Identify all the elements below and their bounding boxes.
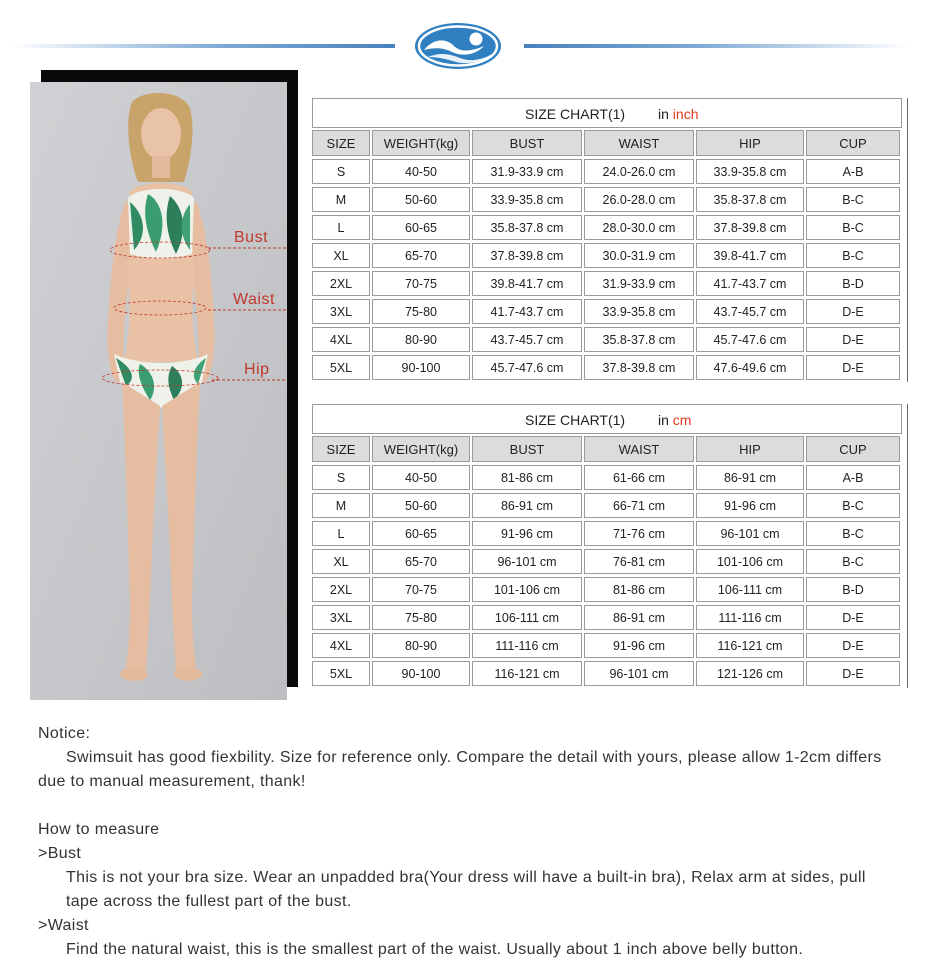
table-cell: 37.8-39.8 cm — [696, 215, 804, 240]
size-chart-cm — [312, 404, 902, 686]
table-cell: 101-106 cm — [472, 577, 582, 602]
bust-label: Bust — [234, 229, 269, 246]
table-cell: 80-90 — [372, 327, 470, 352]
table-cell: L — [312, 521, 370, 546]
table-cell: 66-71 cm — [584, 493, 694, 518]
table-cell: B-D — [806, 271, 900, 296]
table-cell: 86-91 cm — [584, 605, 694, 630]
size-table — [312, 130, 902, 380]
table-cell: D-E — [806, 355, 900, 380]
table-cell: 33.9-35.8 cm — [696, 159, 804, 184]
table-cell: 39.8-41.7 cm — [472, 271, 582, 296]
chart-unit — [658, 412, 691, 428]
table-cell: 81-86 cm — [584, 577, 694, 602]
chart-cm-rule — [907, 404, 908, 688]
column-header: CUP — [806, 436, 900, 462]
table-cell: 116-121 cm — [696, 633, 804, 658]
table-cell: L — [312, 215, 370, 240]
notice-section — [38, 722, 898, 962]
table-cell: 39.8-41.7 cm — [696, 243, 804, 268]
table-cell: 50-60 — [372, 493, 470, 518]
table-cell: B-D — [806, 577, 900, 602]
table-cell: 86-91 cm — [696, 465, 804, 490]
table-cell: 86-91 cm — [472, 493, 582, 518]
waist-instructions: Find the natural waist, this is the smallest part of the waist. Usually about 1 inch above belly button. — [66, 941, 804, 958]
table-cell: 71-76 cm — [584, 521, 694, 546]
table-cell: 35.8-37.8 cm — [696, 187, 804, 212]
table-cell: 31.9-33.9 cm — [584, 271, 694, 296]
table-cell: M — [312, 187, 370, 212]
table-cell: M — [312, 493, 370, 518]
chart-title: SIZE CHART(1) — [525, 412, 626, 428]
table-cell: 3XL — [312, 299, 370, 324]
table-cell: 31.9-33.9 cm — [472, 159, 582, 184]
notice-body: Swimsuit has good fiexbility. Size for reference only. Compare the detail with yours, please allow 1-2cm differs due to manual measurement, thank! — [38, 749, 882, 790]
table-cell: 81-86 cm — [472, 465, 582, 490]
table-cell: 24.0-26.0 cm — [584, 159, 694, 184]
table-cell: 96-101 cm — [472, 549, 582, 574]
bust-instructions: This is not your bra size. Wear an unpadded bra(Your dress will have a built-in bra), Relax arm at sides, pull tape across the fullest part of the bust. — [66, 869, 866, 910]
table-cell: 90-100 — [372, 355, 470, 380]
table-cell: 4XL — [312, 327, 370, 352]
table-cell: 96-101 cm — [696, 521, 804, 546]
table-cell: 33.9-35.8 cm — [472, 187, 582, 212]
waist-label: Waist — [233, 291, 275, 308]
table-cell: 116-121 cm — [472, 661, 582, 686]
table-cell: D-E — [806, 299, 900, 324]
unit-name: inch — [672, 106, 699, 122]
table-cell: 76-81 cm — [584, 549, 694, 574]
table-cell: 61-66 cm — [584, 465, 694, 490]
table-cell: 91-96 cm — [696, 493, 804, 518]
table-cell: 106-111 cm — [696, 577, 804, 602]
table-cell: 80-90 — [372, 633, 470, 658]
hip-label: Hip — [244, 361, 270, 378]
table-cell: S — [312, 465, 370, 490]
table-cell: 5XL — [312, 661, 370, 686]
table-cell: 70-75 — [372, 271, 470, 296]
table-cell: D-E — [806, 605, 900, 630]
column-header: SIZE — [312, 436, 370, 462]
chart-title: SIZE CHART(1) — [525, 106, 626, 122]
table-cell: B-C — [806, 215, 900, 240]
table-cell: B-C — [806, 243, 900, 268]
table-cell: 2XL — [312, 271, 370, 296]
table-cell: 47.6-49.6 cm — [696, 355, 804, 380]
column-header: HIP — [696, 436, 804, 462]
table-cell: 75-80 — [372, 299, 470, 324]
table-cell: 91-96 cm — [472, 521, 582, 546]
header-divider-right — [524, 44, 909, 48]
unit-name: cm — [672, 412, 692, 428]
table-cell: A-B — [806, 159, 900, 184]
column-header: WEIGHT(kg) — [372, 130, 470, 156]
table-cell: B-C — [806, 549, 900, 574]
table-cell: 4XL — [312, 633, 370, 658]
table-cell: 50-60 — [372, 187, 470, 212]
table-cell: 91-96 cm — [584, 633, 694, 658]
chart-inch-rule — [907, 98, 908, 382]
table-cell: 5XL — [312, 355, 370, 380]
table-cell: B-C — [806, 493, 900, 518]
table-cell: 30.0-31.9 cm — [584, 243, 694, 268]
table-cell: B-C — [806, 521, 900, 546]
table-cell: 45.7-47.6 cm — [472, 355, 582, 380]
table-cell: 90-100 — [372, 661, 470, 686]
table-cell: 28.0-30.0 cm — [584, 215, 694, 240]
unit-prefix: in — [658, 106, 669, 122]
column-header: WAIST — [584, 436, 694, 462]
unit-prefix: in — [658, 412, 669, 428]
table-cell: 106-111 cm — [472, 605, 582, 630]
header-divider-left — [10, 44, 395, 48]
waist-heading: >Waist — [38, 917, 89, 934]
table-cell: D-E — [806, 633, 900, 658]
table-cell: 40-50 — [372, 159, 470, 184]
table-cell: 35.8-37.8 cm — [584, 327, 694, 352]
table-cell: 65-70 — [372, 549, 470, 574]
chart-unit — [658, 106, 698, 122]
table-cell: A-B — [806, 465, 900, 490]
table-cell: XL — [312, 549, 370, 574]
table-cell: D-E — [806, 661, 900, 686]
notice-heading: Notice: — [38, 725, 91, 742]
swim-logo-icon — [414, 22, 502, 70]
column-header: CUP — [806, 130, 900, 156]
column-header: WAIST — [584, 130, 694, 156]
model-figure-icon — [30, 82, 287, 700]
table-cell: 45.7-47.6 cm — [696, 327, 804, 352]
table-cell: 60-65 — [372, 215, 470, 240]
how-to-measure-heading: How to measure — [38, 821, 160, 838]
column-header: BUST — [472, 130, 582, 156]
table-cell: 37.8-39.8 cm — [472, 243, 582, 268]
model-photo — [30, 82, 287, 700]
column-header: SIZE — [312, 130, 370, 156]
size-table — [312, 436, 902, 686]
table-cell: 26.0-28.0 cm — [584, 187, 694, 212]
table-cell: 2XL — [312, 577, 370, 602]
table-cell: 65-70 — [372, 243, 470, 268]
table-cell: 111-116 cm — [472, 633, 582, 658]
table-cell: 40-50 — [372, 465, 470, 490]
table-cell: 111-116 cm — [696, 605, 804, 630]
table-cell: 75-80 — [372, 605, 470, 630]
table-cell: 43.7-45.7 cm — [696, 299, 804, 324]
column-header: HIP — [696, 130, 804, 156]
bust-heading: >Bust — [38, 845, 82, 862]
size-chart-inch — [312, 98, 902, 380]
chart-title-bar — [312, 404, 902, 434]
table-cell: XL — [312, 243, 370, 268]
chart-title-bar — [312, 98, 902, 128]
table-cell: 60-65 — [372, 521, 470, 546]
table-cell: 41.7-43.7 cm — [472, 299, 582, 324]
table-cell: 101-106 cm — [696, 549, 804, 574]
column-header: WEIGHT(kg) — [372, 436, 470, 462]
table-cell: 37.8-39.8 cm — [584, 355, 694, 380]
table-cell: 3XL — [312, 605, 370, 630]
table-cell: 33.9-35.8 cm — [584, 299, 694, 324]
column-header: BUST — [472, 436, 582, 462]
table-cell: D-E — [806, 327, 900, 352]
table-cell: 43.7-45.7 cm — [472, 327, 582, 352]
table-cell: S — [312, 159, 370, 184]
table-cell: 35.8-37.8 cm — [472, 215, 582, 240]
table-cell: 96-101 cm — [584, 661, 694, 686]
table-cell: 70-75 — [372, 577, 470, 602]
table-cell: 41.7-43.7 cm — [696, 271, 804, 296]
table-cell: 121-126 cm — [696, 661, 804, 686]
table-cell: B-C — [806, 187, 900, 212]
